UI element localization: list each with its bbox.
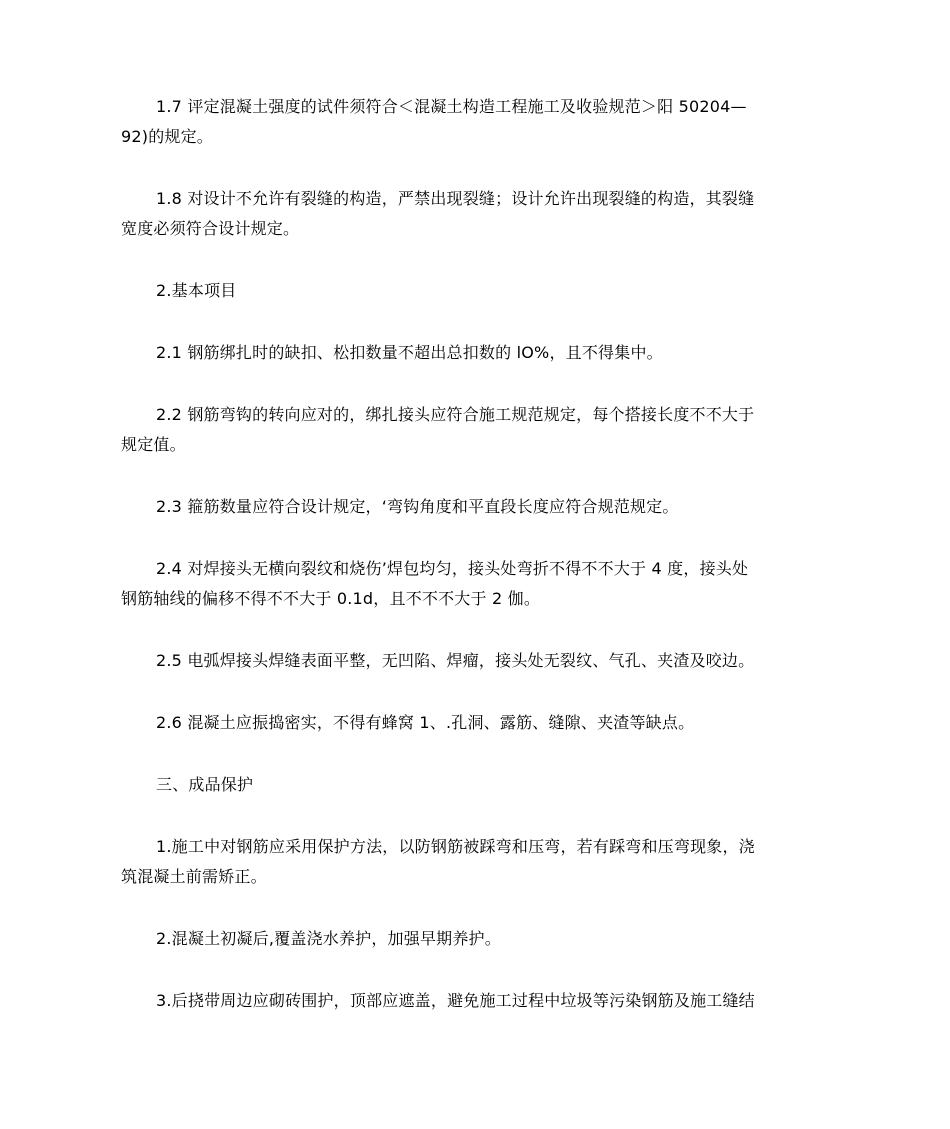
text-line: 2.6 混凝土应振捣密实，不得有蜂窝 1、.孔洞、露筋、缝隙、夹渣等缺点。 — [156, 713, 695, 732]
paragraph-2-3 — [121, 492, 833, 522]
paragraph-2-6 — [121, 708, 833, 738]
paragraph-2-1 — [121, 338, 833, 368]
text-line: 2.2 钢筋弯钩的转向应对的，绑扎接头应符合施工规范规定，每个搭接长度不不大于 — [156, 405, 755, 424]
paragraph-2-2 — [121, 400, 833, 460]
section-heading-product-protection — [121, 770, 833, 800]
paragraph-1-7 — [121, 92, 833, 152]
text-line: 2.混凝土初凝后,覆盖浇水养护，加强早期养护。 — [156, 929, 501, 948]
text-line: 宽度必须符合设计规定。 — [121, 219, 300, 238]
paragraph-2-4 — [121, 554, 833, 614]
text-line: 2.4 对焊接头无横向裂纹和烧伤’焊包均匀，接头处弯折不得不不大于 4 度，接头处 — [156, 559, 749, 578]
text-line: 钢筋轴线的偏移不得不不大于 0.1d，且不不不大于 2 伽。 — [121, 589, 541, 608]
text-line: 2.3 箍筋数量应符合设计规定，‘弯钩角度和平直段长度应符合规范规定。 — [156, 497, 679, 516]
paragraph-3-3 — [121, 986, 833, 1016]
section-heading-basic-items — [121, 276, 833, 306]
document-page — [121, 92, 833, 1048]
paragraph-3-2 — [121, 924, 833, 954]
paragraph-3-1 — [121, 832, 833, 892]
text-line: 三、成品保护 — [156, 775, 254, 794]
text-line: 筑混凝土前需矫正。 — [121, 867, 267, 886]
paragraph-2-5 — [121, 646, 833, 676]
text-line: 1.施工中对钢筋应采用保护方法，以防钢筋被踩弯和压弯，若有踩弯和压弯现象，浇 — [156, 837, 755, 856]
text-line: 3.后挠带周边应砌砖围护，顶部应遮盖，避免施工过程中垃圾等污染钢筋及施工缝结 — [156, 991, 755, 1010]
text-line: 1.8 对设计不允许有裂缝的构造，严禁出现裂缝；设计允许出现裂缝的构造，其裂缝 — [156, 189, 755, 208]
text-line: 规定值。 — [121, 435, 186, 454]
paragraph-1-8 — [121, 184, 833, 244]
text-line: 1.7 评定混凝土强度的试件须符合＜混凝土构造工程施工及收验规范＞阳 50204— — [156, 97, 747, 116]
text-line: 2.基本项目 — [156, 281, 237, 300]
text-line: 92)的规定。 — [121, 127, 214, 146]
text-line: 2.1 钢筋绑扎时的缺扣、松扣数量不超出总扣数的 lO%，且不得集中。 — [156, 343, 663, 362]
text-line: 2.5 电弧焊接头焊缝表面平整，无凹陷、焊瘤，接头处无裂纹、气孔、夹渣及咬边。 — [156, 651, 755, 670]
